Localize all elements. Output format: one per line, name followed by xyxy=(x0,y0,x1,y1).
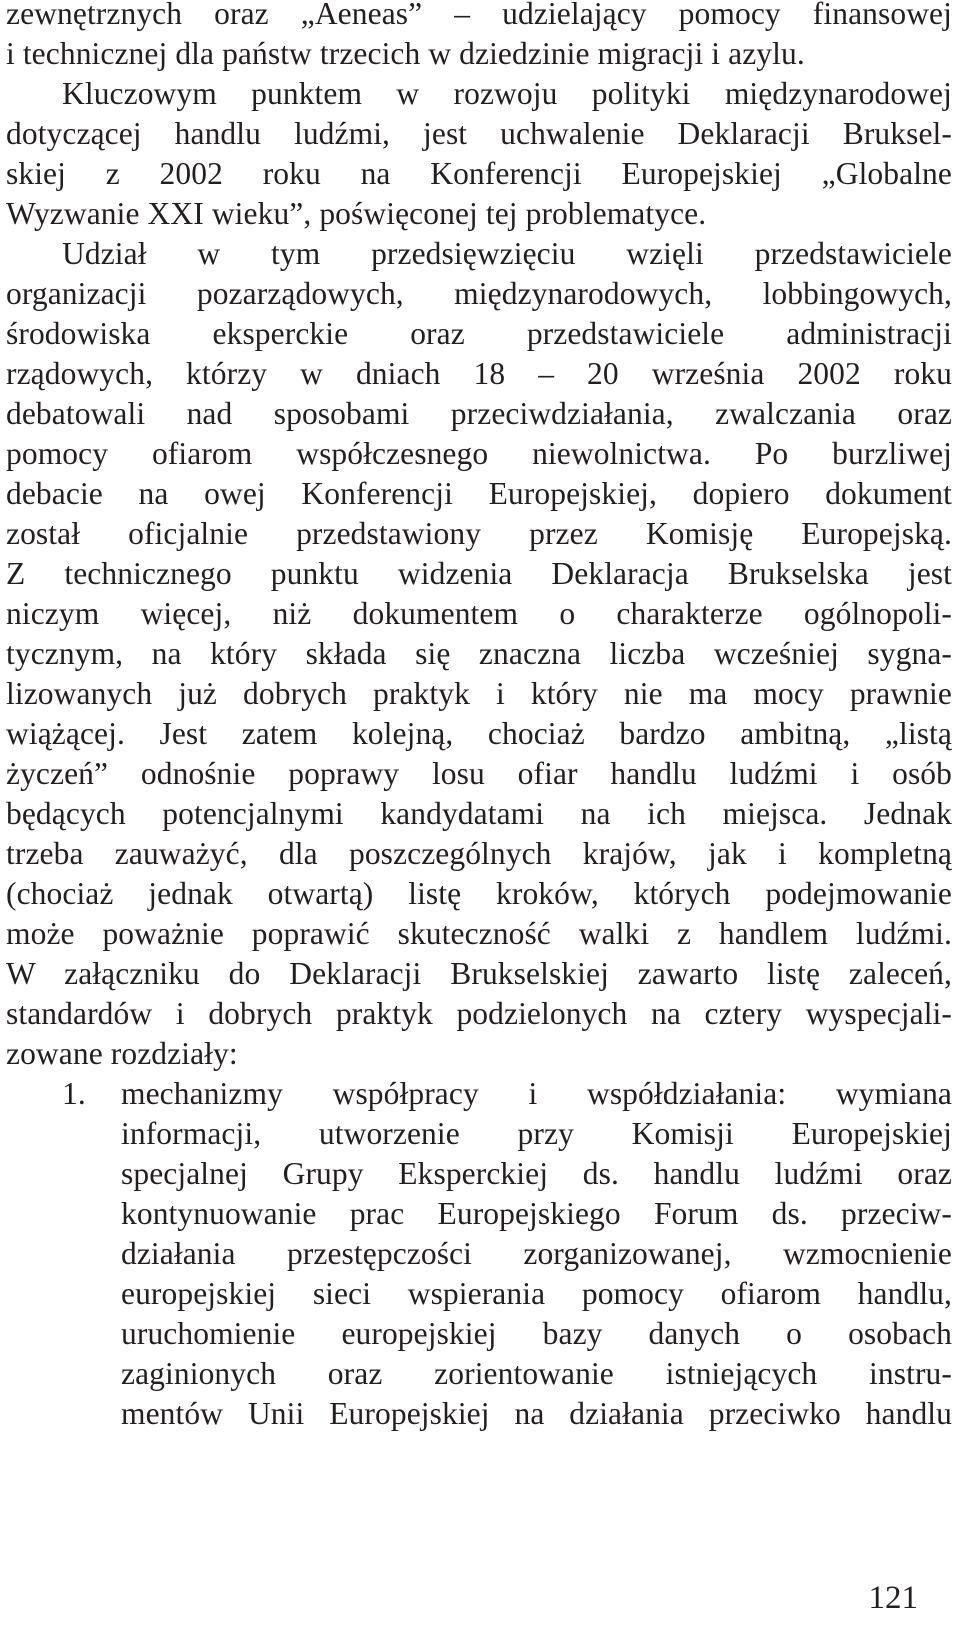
paragraph-line: lizowanych już dobrych praktyk i który nie ma mocy prawnie xyxy=(6,676,952,711)
list-item-line: mentów Unii Europejskiej na działania przeciwko handlu xyxy=(121,1396,952,1431)
paragraph-line: Udział w tym przedsięwzięciu wzięli przedstawiciele xyxy=(62,236,952,271)
paragraph-line: życzeń” odnośnie poprawy losu ofiar handlu ludźmi i osób xyxy=(6,756,952,791)
paragraph-3 xyxy=(6,234,952,1074)
paragraph-line: pomocy ofiarom współczesnego niewolnictwa. Po burzliwej xyxy=(6,436,952,471)
list-item-line: informacji, utworzenie przy Komisji Europejskiej xyxy=(121,1116,952,1151)
paragraph-line: organizacji pozarządowych, międzynarodowych, lobbingowych, xyxy=(6,276,952,311)
paragraph-line: trzeba zauważyć, dla poszczególnych krajów, jak i kompletną xyxy=(6,836,952,871)
list-item-line: europejskiej sieci wspierania pomocy ofiarom handlu, xyxy=(121,1276,952,1311)
list-item-line: specjalnej Grupy Eksperckiej ds. handlu ludźmi oraz xyxy=(121,1156,952,1191)
body-text xyxy=(6,0,952,1434)
paragraph-line: skiej z 2002 roku na Konferencji Europejskiej „Globalne xyxy=(6,156,952,191)
paragraph-line: może poważnie poprawić skuteczność walki z handlem ludźmi. xyxy=(6,916,952,951)
list-item-line: kontynuowanie prac Europejskiego Forum ds. przeciw- xyxy=(121,1196,952,1231)
paragraph-line: będących potencjalnymi kandydatami na ich miejsca. Jednak xyxy=(6,796,952,831)
page-number: 121 xyxy=(868,1580,918,1616)
paragraph-line: Kluczowym punktem w rozwoju polityki międzynarodowej xyxy=(62,76,952,111)
paragraph-line: środowiska eksperckie oraz przedstawiciele administracji xyxy=(6,316,952,351)
list-item xyxy=(6,1074,952,1434)
paragraph-2 xyxy=(6,74,952,234)
list-item-number: 1. xyxy=(62,1076,86,1111)
paragraph-line: debacie na owej Konferencji Europejskiej, dopiero dokument xyxy=(6,476,952,511)
list-item-line: zaginionych oraz zorientowanie istniejących instru- xyxy=(121,1356,952,1391)
paragraph-1 xyxy=(6,0,952,74)
paragraph-line: Z technicznego punktu widzenia Deklaracja Brukselska jest xyxy=(6,556,952,591)
paragraph-line: wiążącej. Jest zatem kolejną, chociaż bardzo ambitną, „listą xyxy=(6,716,952,751)
paragraph-line: został oficjalnie przedstawiony przez Komisję Europejską. xyxy=(6,516,952,551)
paragraph-line: zewnętrznych oraz „Aeneas” – udzielający pomocy finansowej xyxy=(6,0,952,31)
paragraph-line: tycznym, na który składa się znaczna liczba wcześniej sygna- xyxy=(6,636,952,671)
paragraph-line: dotyczącej handlu ludźmi, jest uchwalenie Deklaracji Bruksel- xyxy=(6,116,952,151)
paragraph-line: W załączniku do Deklaracji Brukselskiej zawarto listę zaleceń, xyxy=(6,956,952,991)
list-item-line: mechanizmy współpracy i współdziałania: wymiana xyxy=(121,1076,952,1111)
paragraph-line: niczym więcej, niż dokumentem o charakterze ogólnopoli- xyxy=(6,596,952,631)
paragraph-line: zowane rozdziały: xyxy=(6,1036,238,1071)
paragraph-line: i technicznej dla państw trzecich w dziedzinie migracji i azylu. xyxy=(6,36,805,71)
list-item-line: działania przestępczości zorganizowanej, wzmocnienie xyxy=(121,1236,952,1271)
paragraph-line: debatowali nad sposobami przeciwdziałania, zwalczania oraz xyxy=(6,396,952,431)
paragraph-line: rządowych, którzy w dniach 18 – 20 września 2002 roku xyxy=(6,356,952,391)
list-item-line: uruchomienie europejskiej bazy danych o osobach xyxy=(121,1316,952,1351)
paragraph-line: Wyzwanie XXI wieku”, poświęconej tej problematyce. xyxy=(6,196,707,231)
paragraph-line: standardów i dobrych praktyk podzielonych na cztery wyspecjali- xyxy=(6,996,952,1031)
paragraph-line: (chociaż jednak otwartą) listę kroków, których podejmowanie xyxy=(6,876,952,911)
